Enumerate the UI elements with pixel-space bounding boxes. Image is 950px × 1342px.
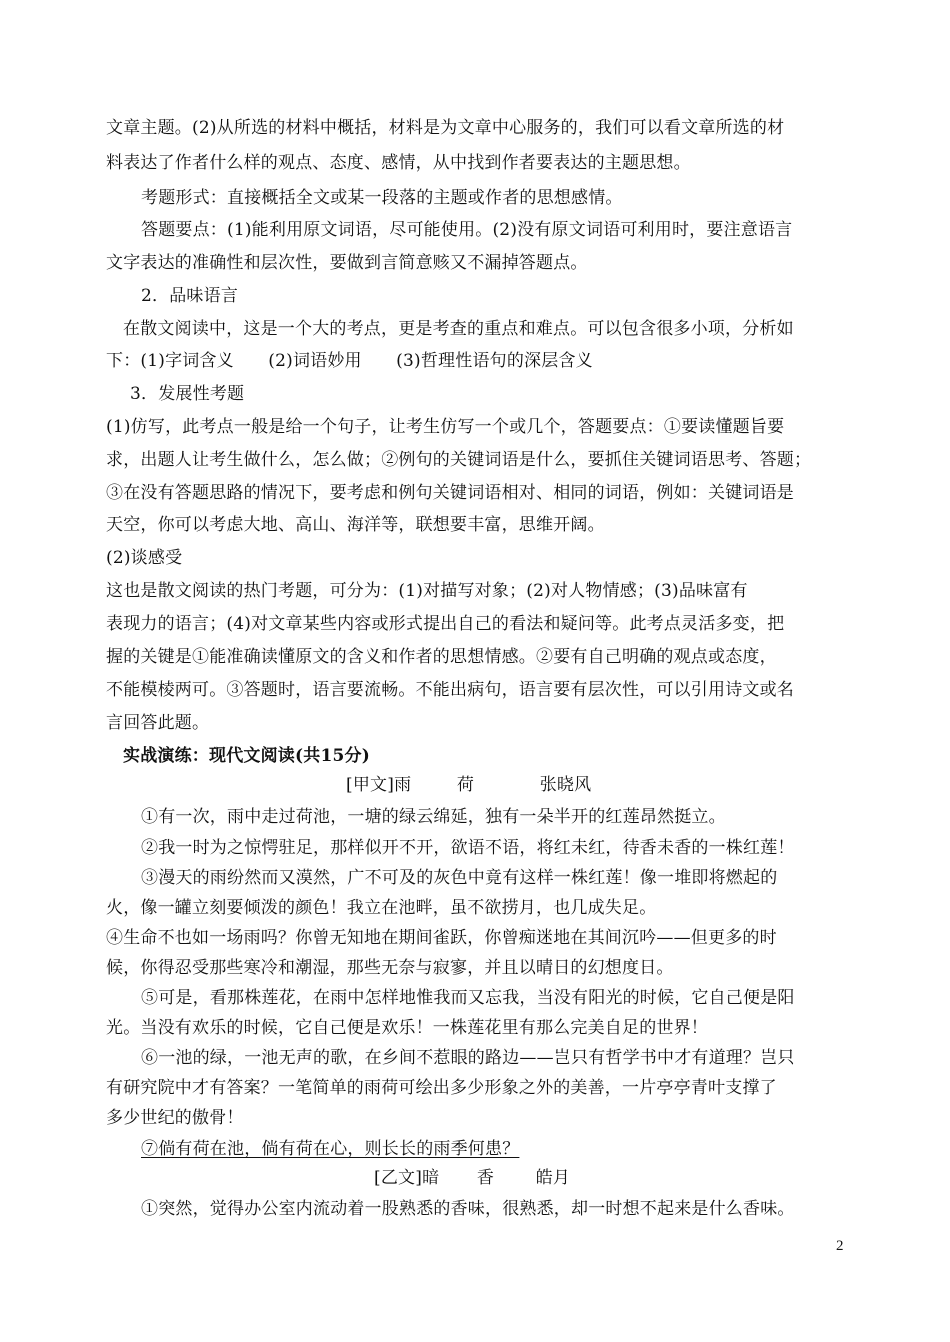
jia-title: [346, 773, 591, 797]
text-line: 文字表达的准确性和层次性，要做到言简意赅又不漏掉答题点。: [106, 253, 588, 273]
yi-title: [374, 1166, 570, 1190]
text-line: 在散文阅读中，这是一个大的考点，更是考查的重点和难点。可以包含很多小项，分析如: [123, 319, 794, 339]
text-line: 求，出题人让考生做什么，怎么做；②例句的关键词语是什么，要抓住关键词语思考、答题；: [106, 450, 812, 470]
text-line: 答题要点：(1)能利用原文词语，尽可能使用。(2)没有原文词语可利用时，要注意语言: [141, 220, 793, 240]
text-line: ⑤可是，看那株莲花，在雨中怎样地惟我而又忘我，当没有阳光的时候，它自己便是阳: [141, 988, 795, 1008]
jia-title-word2: 荷: [456, 775, 475, 795]
text-line: 言回答此题。: [106, 713, 210, 733]
text-line: ③漫天的雨纷然而又漠然，广不可及的灰色中竟有这样一株红莲！像一堆即将燃起的: [141, 868, 778, 888]
text-line: ③在没有答题思路的情况下，要考虑和例句关键词语相对、相同的词语，例如：关键词语是: [106, 483, 794, 503]
yi-title-label: [乙文]暗: [374, 1168, 440, 1188]
text-line: ④生命不也如一场雨吗？你曾无知地在期间雀跃，你曾痴迷地在其间沉吟——但更多的时: [106, 928, 777, 948]
text-line: 握的关键是①能准确读懂原文的含义和作者的思想情感。②要有自己明确的观点或态度，: [106, 647, 777, 667]
text-line: 天空，你可以考虑大地、高山、海洋等，联想要丰富，思维开阔。: [106, 515, 605, 535]
practice-heading: 实战演练：现代文阅读(共15分): [123, 746, 370, 766]
text-line: 表现力的语言；(4)对文章某些内容或形式提出自己的看法和疑问等。此考点灵活多变，把: [106, 614, 785, 634]
section-heading: 3．发展性考题: [130, 384, 245, 404]
text-line: ①有一次，雨中走过荷池，一塘的绿云绵延，独有一朵半开的红莲昂然挺立。: [141, 807, 726, 827]
jia-title-label: [甲文]雨: [346, 775, 412, 795]
text-line: 火，像一罐立刻要倾泼的颜色！我立在池畔，虽不欲捞月，也几成失足。: [106, 898, 657, 918]
text-line: 有研究院中才有答案？一笔简单的雨荷可绘出多少形象之外的美善，一片亭亭青叶支撑了: [106, 1078, 777, 1098]
text-line: (1)仿写，此考点一般是给一个句子，让考生仿写一个或几个，答题要点：①要读懂题旨要: [106, 417, 785, 437]
yi-title-author: 皓月: [535, 1168, 571, 1188]
text-line: 光。当没有欢乐的时候，它自己便是欢乐！一株莲花里有那么完美自足的世界！: [106, 1018, 708, 1038]
text-line: ②我一时为之惊愕驻足，那样似开不开，欲语不语，将红未红，待香未香的一株红莲！: [141, 838, 795, 858]
text-line: 多少世纪的傲骨！: [106, 1108, 244, 1128]
text-line: 候，你得忍受那些寒冷和潮湿，那些无奈与寂寥，并且以晴日的幻想度日。: [106, 958, 674, 978]
text-line: ①突然，觉得办公室内流动着一股熟悉的香味，很熟悉，却一时想不起来是什么香味。: [141, 1199, 795, 1219]
jia-title-author: 张晓风: [539, 775, 592, 795]
text-line: 下：(1)字词含义 (2)词语妙用 (3)哲理性语句的深层含义: [106, 351, 593, 371]
section-heading: 2．品味语言: [141, 286, 239, 306]
page-number: 2: [836, 1238, 844, 1254]
text-line: (2)谈感受: [106, 548, 183, 568]
text-line: 文章主题。(2)从所选的材料中概括，材料是为文章中心服务的，我们可以看文章所选的材: [106, 118, 785, 138]
text-line: 考题形式：直接概括全文或某一段落的主题或作者的思想感情。: [141, 188, 623, 208]
text-line: ⑥一池的绿，一池无声的歌，在乡间不惹眼的路边——岂只有哲学书中才有道理？岂只: [141, 1048, 795, 1068]
text-line: 这也是散文阅读的热门考题，可分为：(1)对描写对象；(2)对人物情感；(3)品味富有: [106, 581, 748, 601]
text-line: 料表达了作者什么样的观点、态度、感情，从中找到作者要表达的主题思想。: [106, 153, 691, 173]
text-line: 不能模棱两可。③答题时，语言要流畅。不能出病句，语言要有层次性，可以引用诗文或名: [106, 680, 794, 700]
underlined-sentence: ⑦倘有荷在池，倘有荷在心，则长长的雨季何患？: [141, 1139, 520, 1159]
yi-title-word2: 香: [476, 1168, 495, 1188]
